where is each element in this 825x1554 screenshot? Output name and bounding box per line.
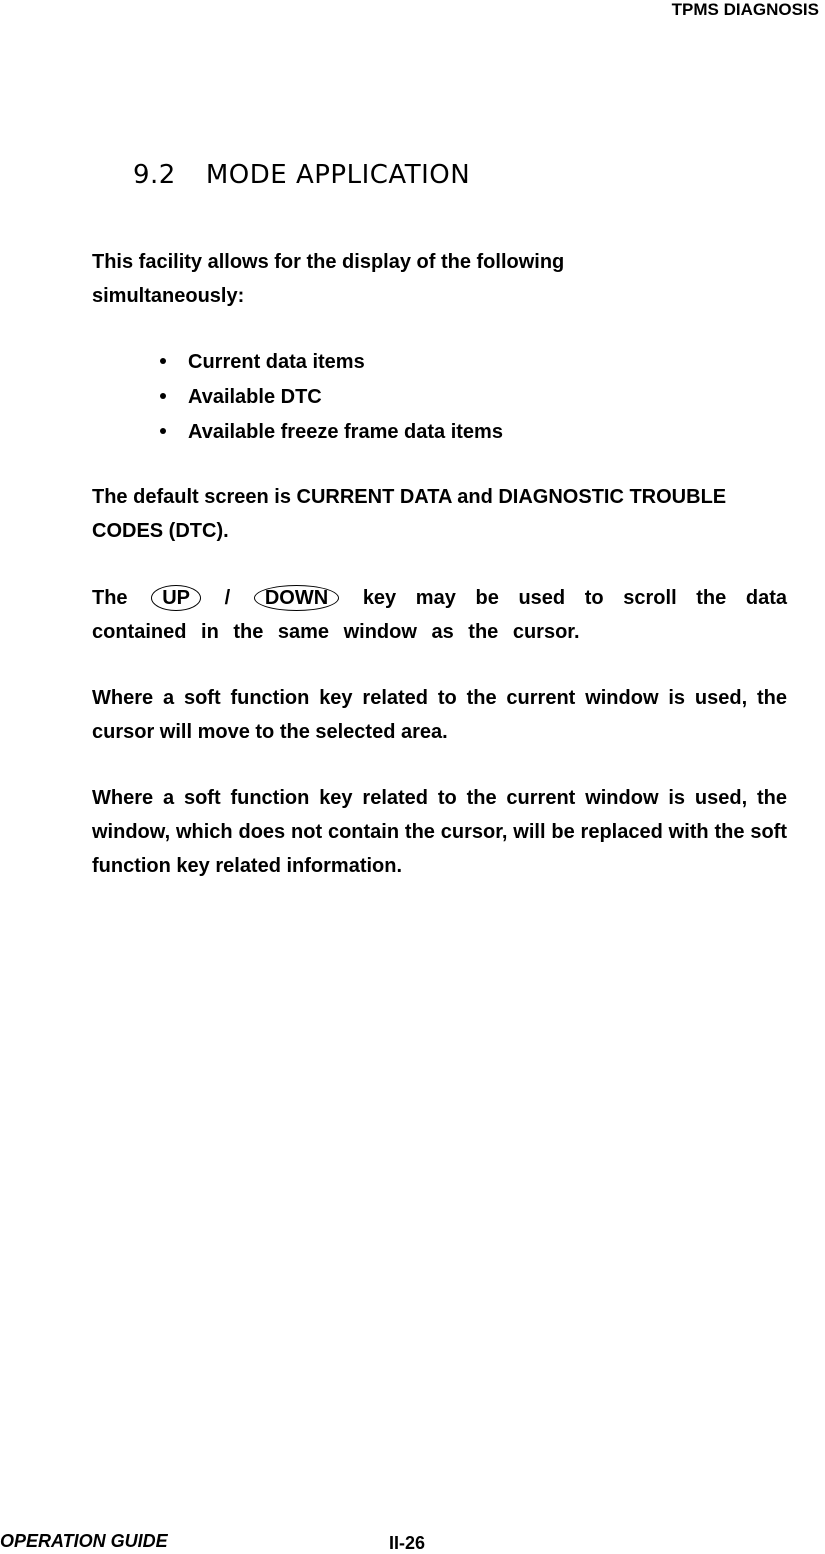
bullet-icon	[160, 428, 166, 434]
down-key: DOWN	[254, 585, 339, 611]
bullet-icon	[160, 358, 166, 364]
list-item-text: Current data items	[188, 351, 365, 373]
list-item	[150, 415, 503, 450]
footer-guide: OPERATION GUIDE	[0, 1531, 168, 1551]
intro-paragraph: This facility allows for the display of the following simultaneously:	[92, 251, 565, 307]
bullet-list	[150, 345, 503, 450]
page-number: II-26	[389, 1533, 426, 1553]
replace-paragraph: Where a soft function key related to the current window is used, the window, which does not contain the cursor, will be replaced with the soft function key related information.	[92, 787, 787, 877]
section-heading	[133, 160, 470, 190]
list-item-text: Available freeze frame data items	[188, 421, 503, 443]
up-key: UP	[151, 585, 201, 611]
keys-suffix: key may be used to scroll the data contained in the same window as the cursor.	[92, 587, 788, 643]
list-item-text: Available DTC	[188, 386, 322, 408]
list-item	[150, 380, 503, 415]
running-header: TPMS DIAGNOSIS	[671, 0, 819, 19]
section-title: MODE APPLICATION	[205, 160, 471, 190]
section-number: 9.2	[133, 160, 176, 190]
keys-paragraph	[92, 581, 787, 649]
cursor-paragraph: Where a soft function key related to the current window is used, the cursor will move to the selected area.	[92, 687, 787, 743]
bullet-icon	[160, 393, 166, 399]
keys-prefix: The	[92, 587, 128, 609]
default-screen-paragraph: The default screen is CURRENT DATA and DIAGNOSTIC TROUBLE CODES (DTC).	[92, 486, 727, 542]
list-item	[150, 345, 503, 380]
key-separator: /	[224, 587, 231, 609]
